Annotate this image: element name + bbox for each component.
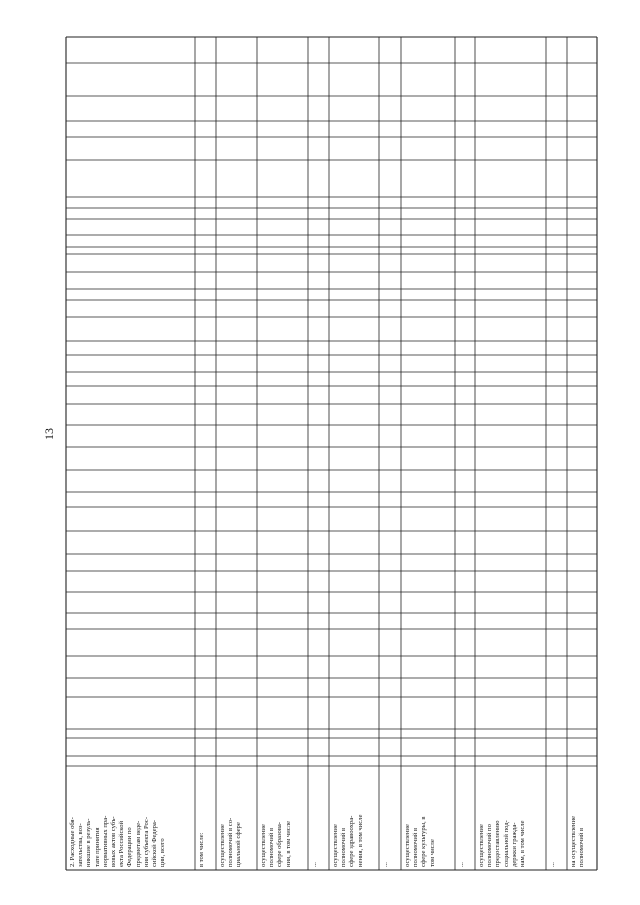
row-label: 2. Расходные обя- зательства, воз- никшие в резуль- тате принятия нормативных пра- вовых актов субъ- екта Российской Федерации по предметам веде- ния субъекта Рос- сийской Федера- ции, всего xyxy=(69,815,167,867)
row-label: ... xyxy=(311,862,318,867)
row-label: на осуществление полномочий в xyxy=(570,816,586,867)
row-label: ... xyxy=(458,862,465,867)
page-number: 13 xyxy=(42,428,56,440)
row-label: осуществление полномочий в сфере культуры, в том числе xyxy=(404,816,436,867)
row-label: осуществление полномочий в сфере образова- ния, в том числе xyxy=(260,821,292,867)
row-label: в том числе: xyxy=(198,832,205,867)
row-label: осуществление полномочий в со- циальной сфере xyxy=(219,817,243,867)
row-label: осуществление полномочий по предоставлению социальной под- держки гражда- нам, в том числе xyxy=(478,820,527,867)
row-label: ... xyxy=(549,862,556,867)
row-label: ... xyxy=(382,862,389,867)
row-label: осуществление полномочий в сфере здравоохра- нения, в том числе xyxy=(332,814,364,867)
